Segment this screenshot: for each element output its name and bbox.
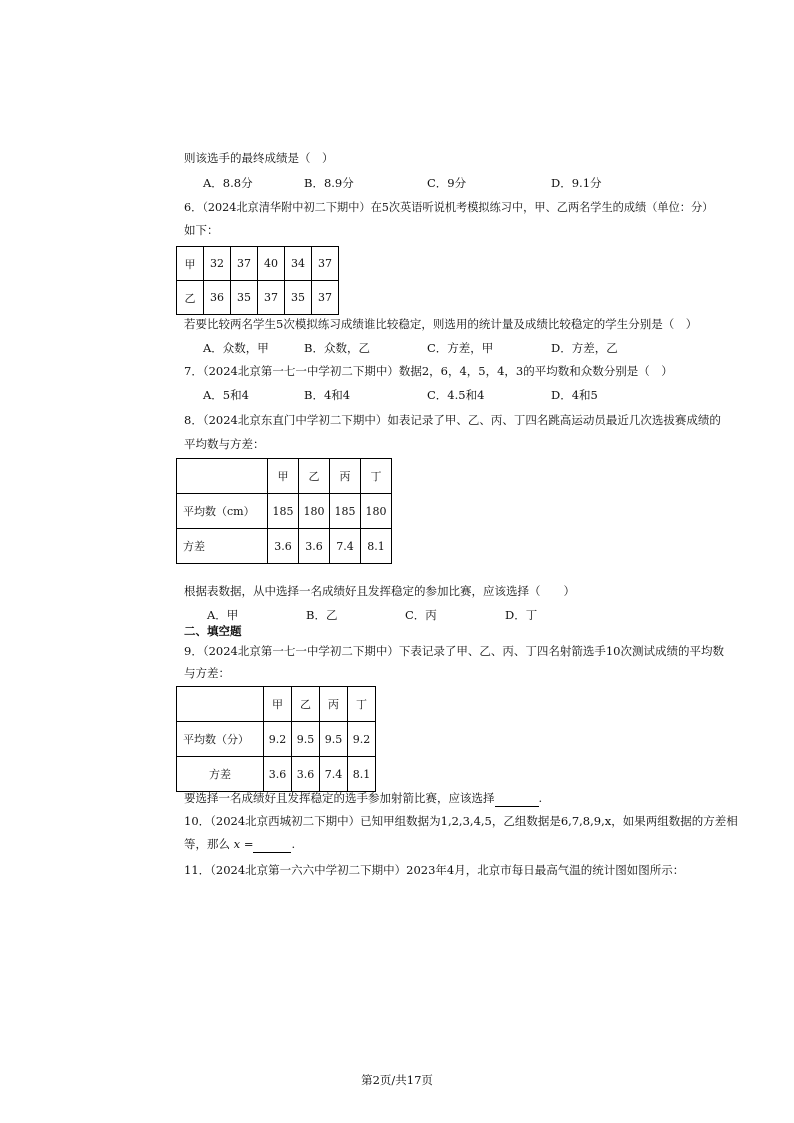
q7-option-c: C．4.5和4 [427, 388, 485, 402]
q9-stats-table [176, 686, 376, 792]
table-cell: 7.4 [330, 529, 361, 564]
q5-option-c: C．9分 [427, 176, 467, 190]
table-header-cell: 丙 [320, 687, 348, 722]
q6-stem-cont: 如下： [184, 223, 219, 237]
table-cell: 乙 [177, 281, 204, 315]
table-cell: 平均数（分） [177, 722, 264, 757]
q10-stem-cont-line: 等，那么 x = . [184, 837, 296, 851]
table-header-cell: 丁 [361, 459, 392, 494]
table-cell: 9.2 [348, 722, 376, 757]
q6-option-a: A．众数，甲 [203, 341, 269, 355]
q5-question: 则该选手的最终成绩是（ ） [184, 151, 334, 165]
equals-sign: = [243, 837, 254, 851]
table-cell: 8.1 [348, 757, 376, 792]
table-row [177, 529, 392, 564]
q8-stats-table [176, 458, 392, 564]
table-cell: 3.6 [268, 529, 299, 564]
q8-option-a: A．甲 [207, 608, 239, 622]
table-cell: 37 [312, 247, 339, 281]
table-cell: 37 [231, 247, 258, 281]
q10-stem: 10．（2024北京西城初二下期中）已知甲组数据为1,2,3,4,5，乙组数据是6,7,8,9,x，如果两组数据的方差相 [184, 814, 738, 828]
q6-score-table [176, 246, 339, 315]
q6-option-c: C．方差，甲 [427, 341, 494, 355]
table-header-cell: 乙 [299, 459, 330, 494]
table-cell: 9.2 [264, 722, 292, 757]
page-number: 第2页/共17页 [361, 1073, 433, 1087]
q9-question-line: 要选择一名成绩好且发挥稳定的选手参加射箭比赛，应该选择 . [184, 791, 543, 805]
table-header-cell: 丁 [348, 687, 376, 722]
q6-option-b: B．众数，乙 [304, 341, 370, 355]
table-cell: 180 [361, 494, 392, 529]
q9-stem: 9．（2024北京第一七一中学初二下期中）下表记录了甲、乙、丙、丁四名射箭选手10次测试成绩的平均数 [184, 644, 724, 658]
table-cell: 185 [268, 494, 299, 529]
table-header-cell [177, 459, 268, 494]
table-cell: 方差 [177, 529, 268, 564]
q5-option-d: D．9.1分 [551, 176, 602, 190]
table-cell: 甲 [177, 247, 204, 281]
answer-blank[interactable] [495, 790, 539, 807]
table-row [177, 687, 376, 722]
q6-option-d: D．方差，乙 [551, 341, 618, 355]
table-cell: 34 [285, 247, 312, 281]
table-row [177, 459, 392, 494]
q8-option-d: D．丁 [505, 608, 538, 622]
table-row [177, 494, 392, 529]
q5-option-b: B．8.9分 [304, 176, 354, 190]
table-cell: 36 [204, 281, 231, 315]
table-cell: 9.5 [320, 722, 348, 757]
table-cell: 37 [312, 281, 339, 315]
section-heading: 二、填空题 [184, 624, 242, 638]
q7-option-b: B．4和4 [304, 388, 351, 402]
q9-question: 要选择一名成绩好且发挥稳定的选手参加射箭比赛，应该选择 [184, 791, 495, 805]
q8-option-b: B．乙 [306, 608, 338, 622]
q6-stem: 6．（2024北京清华附中初二下期中）在5次英语听说机考模拟练习中，甲、乙两名学生的成绩（单位：分） [184, 201, 714, 214]
table-cell: 3.6 [292, 757, 320, 792]
table-cell: 32 [204, 247, 231, 281]
q8-stem: 8．（2024北京东直门中学初二下期中）如表记录了甲、乙、丙、丁四名跳高运动员最近几次选拔赛成绩的 [184, 413, 721, 427]
table-cell: 9.5 [292, 722, 320, 757]
table-cell: 3.6 [299, 529, 330, 564]
q8-stem-cont: 平均数与方差： [184, 437, 265, 451]
q6-question: 若要比较两名学生5次模拟练习成绩谁比较稳定，则选用的统计量及成绩比较稳定的学生分别是（ ） [184, 317, 698, 331]
q9-stem-cont: 与方差： [184, 666, 230, 680]
q7-option-d: D．4和5 [551, 388, 598, 402]
table-header-cell: 甲 [264, 687, 292, 722]
q10-stem-cont: 等，那么 [184, 837, 230, 851]
table-header-cell: 乙 [292, 687, 320, 722]
table-cell: 方差 [177, 757, 264, 792]
q7-stem: 7．（2024北京第一七一中学初二下期中）数据2，6，4，5，4，3的平均数和众数分别是（ ） [184, 364, 673, 378]
variable-x: x [233, 837, 241, 851]
table-cell: 平均数（cm） [177, 494, 268, 529]
table-header-cell: 甲 [268, 459, 299, 494]
table-cell: 180 [299, 494, 330, 529]
answer-blank[interactable] [253, 836, 291, 853]
table-header-cell [177, 687, 264, 722]
table-row [177, 247, 339, 281]
table-header-cell: 丙 [330, 459, 361, 494]
table-cell: 40 [258, 247, 285, 281]
q8-option-c: C．丙 [405, 608, 437, 622]
table-cell: 185 [330, 494, 361, 529]
table-cell: 3.6 [264, 757, 292, 792]
table-cell: 35 [231, 281, 258, 315]
table-cell: 8.1 [361, 529, 392, 564]
q5-option-a: A．8.8分 [203, 176, 253, 190]
table-cell: 7.4 [320, 757, 348, 792]
table-cell: 37 [258, 281, 285, 315]
q11-stem: 11．（2024北京第一六六中学初二下期中）2023年4月，北京市每日最高气温的统计图如图所示： [184, 863, 685, 877]
table-cell: 35 [285, 281, 312, 315]
table-row [177, 757, 376, 792]
table-row [177, 722, 376, 757]
table-row [177, 281, 339, 315]
q7-option-a: A．5和4 [203, 388, 249, 402]
q8-question: 根据表数据，从中选择一名成绩好且发挥稳定的参加比赛，应该选择（ ） [184, 584, 575, 598]
